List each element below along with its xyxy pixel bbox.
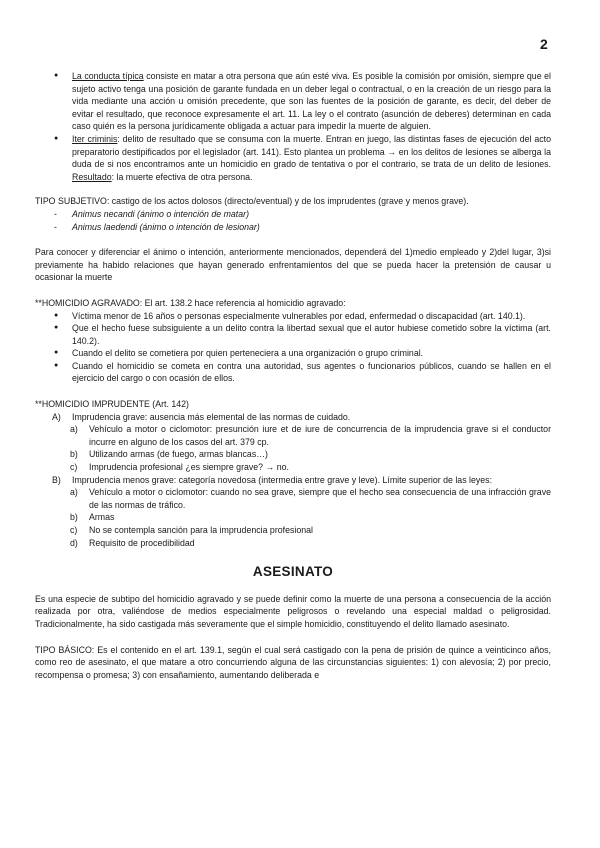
list-item-conducta bbox=[35, 70, 551, 133]
page-number: 2 bbox=[540, 36, 548, 52]
resultado-text: : la muerte efectiva de otra persona. bbox=[111, 171, 253, 182]
list-item bbox=[35, 524, 551, 537]
list-marker: a) bbox=[70, 487, 78, 498]
section-title-asesinato: ASESINATO bbox=[252, 564, 334, 580]
imprudencia-grave-text: Imprudencia grave: ausencia más elemental de las normas de cuidado. bbox=[72, 411, 351, 422]
list-item-text: Imprudencia profesional ¿es siempre grave? → no. bbox=[89, 462, 289, 473]
list-item: ● Víctima menor de 16 años o personas especialmente vulnerables por edad, enfermedad o discapacidad (art. 140.1). bbox=[35, 310, 551, 323]
list-item-text: Requisito de procedibilidad bbox=[89, 537, 195, 548]
resultado-label: Resultado bbox=[72, 171, 112, 182]
list-item-text: No se contempla sanción para la imprudencia profesional bbox=[89, 525, 313, 535]
list-item bbox=[35, 537, 551, 550]
list-item-text: Vehículo a motor o ciclomotor: presunción iure et de iure de concurrencia de la imprudencia grave si el conductor incurre en alguno de los casos del art. 379 cp. bbox=[89, 424, 551, 447]
conducta-text: consiste en matar a otra persona que aún esté viva. Es posible la comisión por omisión, siempre que el sujeto activo tenga una posición de garante fundada en un deber legal o contractual, o en la creación de un riesgo para la vida mediante una acción u omisión precedente, que son las fuentes de la posición de garante, es decir, del deber de evitar el resultado, que reconoce expresamente el art. 11. La ley o el contrato (asunción de deberes) determinan en cada caso quién es la persona jurídicamente obligada a actuar para impedir la muerte de alguien. bbox=[72, 71, 552, 132]
list-marker: B) bbox=[52, 474, 61, 485]
list-marker: c) bbox=[70, 462, 78, 473]
list-item: ● Que el hecho fuese subsiguiente a un delito contra la libertad sexual que el autor hubiese cometido sobre la víctima (art. 140.2). bbox=[35, 322, 551, 347]
list-item bbox=[35, 486, 551, 511]
list-marker: b) bbox=[70, 512, 78, 523]
imprudencia-menos-grave-text: Imprudencia menos grave: categoría novedosa (intermedia entre grave y leve). Límite superior de las leyes: bbox=[72, 474, 493, 485]
imprudente-list bbox=[35, 411, 551, 550]
tipo-subjetivo: TIPO SUBJETIVO: castigo de los actos dolosos (directo/eventual) y de los imprudentes (grave y menos grave). bbox=[35, 196, 469, 207]
imprudente-heading: **HOMICIDIO IMPRUDENTE (Art. 142) bbox=[35, 399, 189, 410]
list-item-iter bbox=[35, 133, 551, 183]
list-item: ● Cuando el delito se cometiera por quien perteneciera a una organización o grupo criminal. bbox=[35, 347, 551, 360]
tipo-subjetivo-list bbox=[35, 208, 551, 233]
asesinato-intro-paragraph: Es una especie de subtipo del homicidio agravado y se puede definir como la muerte de una persona a consecuencia de la acción realizada por otra, valiéndose de medios especialmente peligrosos o revelando una especial maldad o peligrosidad. Tradicionalmente, ha sido castigada más severamente que el simple homicidio, constituyendo el delito llamado asesinato. bbox=[35, 593, 551, 629]
imprudencia-grave-sublist bbox=[35, 423, 551, 473]
list-item bbox=[35, 461, 551, 474]
list-item bbox=[35, 423, 551, 448]
list-marker: a) bbox=[70, 424, 78, 435]
para-conocer-paragraph: Para conocer y diferenciar el ánimo o intención, anteriormente mencionados, dependerá del 1)medio empleado y 2)del lugar, 3)si previamente ha habido relaciones que hayan generado enfrentamientos del que se pueda hacer la pretensión de causar u ocasionar la muerte bbox=[35, 247, 551, 283]
tipo-objetivo-list bbox=[35, 70, 551, 183]
list-item: - Animus laedendi (ánimo o intención de lesionar) bbox=[35, 221, 551, 234]
iter-label: Iter criminis bbox=[72, 133, 118, 144]
conducta-label: La conducta típica bbox=[72, 71, 144, 81]
imprudencia-menos-grave-sublist bbox=[35, 486, 551, 549]
list-item-text: Armas bbox=[89, 512, 115, 523]
agravado-heading: **HOMICIDIO AGRAVADO: El art. 138.2 hace referencia al homicidio agravado: bbox=[35, 297, 346, 308]
list-item: ● Cuando el homicidio se cometa en contra una autoridad, sus agentes o funcionarios públicos, cuando se hallen en el ejercicio del cargo o con ocasión de ellos. bbox=[35, 360, 551, 385]
list-item-a bbox=[35, 411, 551, 474]
tipo-basico-paragraph: TIPO BÁSICO: Es el contenido en el art. 139.1, según el cual será castigado con la pena de prisión de quince a veinticinco años, como reo de asesinato, el que matare a otro concurriendo alguna de las circunstancias siguientes: 1) con alevosía; 2) por precio, recompensa o promesa; 3) con ensañamiento, aumentando deliberada e bbox=[35, 644, 551, 680]
list-item-text: Utilizando armas (de fuego, armas blancas…) bbox=[89, 449, 268, 460]
list-marker: c) bbox=[70, 525, 78, 535]
list-marker: A) bbox=[52, 411, 61, 422]
list-marker: b) bbox=[70, 449, 78, 460]
list-item bbox=[35, 448, 551, 461]
iter-text: : delito de resultado que se consuma con la muerte. Entran en juego, las distintas fases de ejecución del acto preparatorio destipificados por el legislador (art. 141). Esto plantea un problema → en los delitos de lesiones se alberga la duda de si nos encontramos ante un homicidio en grado de tentativa o por el contrario, se trata de un delito de lesiones. bbox=[72, 133, 551, 170]
document-body bbox=[35, 70, 551, 681]
list-item: - Animus necandi (ánimo o intención de matar) bbox=[35, 208, 551, 221]
list-item-text: Vehículo a motor o ciclomotor: cuando no sea grave, siempre que el hecho sea consecuencia de una infracción grave de las normas de tráfico. bbox=[89, 487, 551, 510]
agravado-list bbox=[35, 310, 551, 386]
list-item-b bbox=[35, 474, 551, 550]
list-marker: d) bbox=[70, 537, 78, 548]
list-item bbox=[35, 511, 551, 524]
